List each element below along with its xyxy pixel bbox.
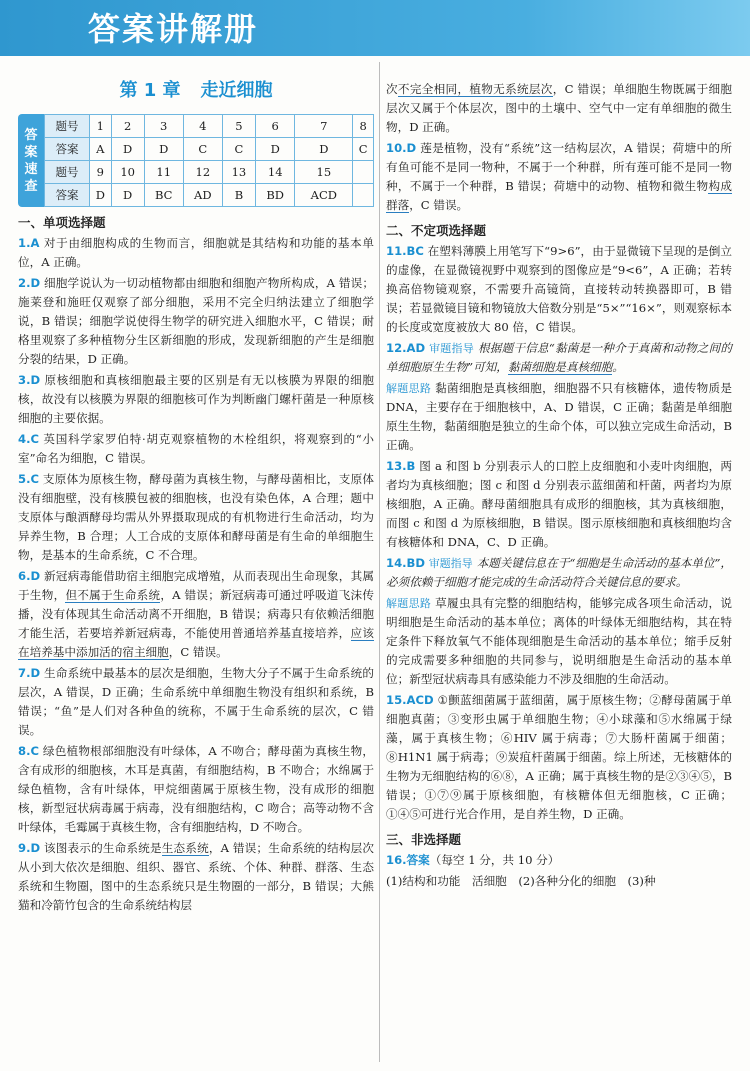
cell: 14: [255, 161, 294, 184]
cell: 8: [353, 115, 374, 138]
table-row: [45, 184, 374, 207]
answer-number: 16.答案: [386, 853, 430, 867]
cell: C: [222, 138, 255, 161]
cell: [353, 184, 374, 207]
cell: BD: [255, 184, 294, 207]
score-note: （每空 1 分，共 10 分）: [429, 853, 560, 867]
underlined-text: 生态系统: [161, 841, 209, 855]
answer-text: 绿色植物根部细胞没有叶绿体，A 不吻合；酵母菌为真核生物，含有成形的细胞核，木耳是真菌，有细胞结构，B 不吻合；水绵属于绿色植物，含有叶绿体，甲烷细菌属于原核生物，没有成形的细胞核，新型冠状病毒属于病毒，没有细胞结构，C 吻合；高等动物不含叶绿体，毛霉属于真核生物，含有细胞结构，D 不吻合。: [18, 744, 375, 834]
answer-13: [386, 457, 732, 552]
answer-6: [18, 567, 374, 662]
answer-text: 英国科学家罗伯特·胡克观察植物的木栓组织，将观察到的“小室”命名为细胞，C 错误。: [18, 432, 374, 465]
answer-number: 4.C: [18, 432, 39, 446]
cell: 11: [144, 161, 183, 184]
answer-number: 11.BC: [386, 244, 424, 258]
cell: 1: [90, 115, 112, 138]
answer-16-text: [386, 872, 732, 891]
answer-text: 细胞学说认为一切动植物都由细胞和细胞产物所构成，A 错误；施莱登和施旺仅观察了部分细胞，采用不完全归纳法建立了细胞学说，B 错误；细胞学说使得生物学的研究进入细胞水平，C 错误；耐格里观察了多种植物分生区新细胞的形成，发现新细胞的产生是细胞分裂的结果，D 正确。: [18, 276, 375, 366]
answer-9: [18, 839, 374, 915]
answer-12: [386, 379, 732, 455]
cell: D: [255, 138, 294, 161]
guide-text: 根据题干信息“黏菌是一种介于真菌和动物之间的单细胞原生生物”可知，: [386, 341, 733, 374]
answer-4: [18, 430, 374, 468]
table-row: [45, 115, 374, 138]
answer-16: [386, 851, 732, 870]
chapter-name: 走近细胞: [200, 80, 273, 101]
underlined-text: 但不属于生命系统: [65, 588, 161, 602]
cell: 12: [183, 161, 222, 184]
cell: 5: [222, 115, 255, 138]
answer-text: 原核细胞和真核细胞最主要的区别是有无以核膜为界限的细胞核，故没有以核膜为界限的细胞核可作为判断幽门螺杆菌是一种原核细胞的主要依据。: [18, 373, 374, 425]
solution-tag: 解题思路: [386, 597, 432, 610]
cell: 15: [295, 161, 353, 184]
side-char: 查: [24, 178, 38, 194]
cell: 9: [90, 161, 112, 184]
answer-text: ，A 错误；生命系统的结构层次从小到大依次是细胞、组织、器官、系统、个体、种群、群落、生态系统和生物圈，图中的生态系统只是生物圈的一部分，B 错误；大熊猫和冷箭竹包含的生命系统结构层: [18, 841, 374, 912]
answer-text: 该图表示的生命系统是: [43, 841, 162, 855]
side-char: 案: [24, 144, 38, 160]
answer-14-guide: [386, 554, 732, 592]
cell: 3: [144, 115, 183, 138]
guide-tag: 审题指导: [428, 557, 473, 570]
answer-number: 12.AD: [386, 341, 426, 355]
left-column: [18, 66, 374, 917]
answer-11: [386, 242, 732, 337]
cell: B: [222, 184, 255, 207]
row-label: 答案: [45, 184, 90, 207]
answer-text: 新冠病毒能借助宿主细胞完成增殖，从而表现出生命现象，其属于生物，: [18, 569, 374, 602]
answer-table: [44, 114, 374, 207]
solution-tag: 解题思路: [386, 382, 432, 395]
answer-text: 草履虫具有完整的细胞结构，能够完成各项生命活动，说明细胞是生命活动的基本单位；离体的叶绿体无细胞结构，其在特定条件下释放氧气不能体现细胞是生命活动的基本单位；缩手反射的完成需要多种细胞的共同参与，说明细胞是生命活动的基本单位；新型冠状病毒具有感染能力不涉及细胞的生命活动。: [386, 596, 732, 686]
answer-number: 1.A: [18, 236, 40, 250]
cell: 10: [111, 161, 144, 184]
row-label: 答案: [45, 138, 90, 161]
guide-text: 。: [612, 360, 624, 374]
side-char: 速: [24, 161, 38, 177]
answer-key-side-label: [18, 114, 44, 207]
cell: C: [183, 138, 222, 161]
cell: BC: [144, 184, 183, 207]
answer-15: [386, 691, 732, 824]
answer-key: [18, 114, 374, 207]
cell: [353, 161, 374, 184]
chapter-label: 第 1 章: [119, 80, 181, 101]
underlined-text: 不完全相同，植物无系统层次: [397, 82, 553, 96]
answer-text: ，C 错误；单细胞生物既属于细胞层次又属于个体层次，图中的土壤中、空气中一定有单细胞的微生物，D 正确。: [386, 82, 732, 134]
answer-number: 10.D: [386, 141, 417, 155]
answer-text: 莲是植物，没有“系统”这一结构层次，A 错误；荷塘中的所有鱼可能不是同一物种，不属于一个种群，所有莲可能不是同一物种，不属于一个种群，B 错误；荷塘中的动物、植物和微生物: [386, 141, 732, 193]
answer-number: 9.D: [18, 841, 41, 855]
answer-text: 在塑料薄膜上用笔写下“9>6”，由于显微镜下呈现的是倒立的虚像，在显微镜视野中观察到的图像应是“9<6”，A 正确；若转换高倍物镜观察，不需要升高镜筒，直接转动转换器即可，B 错误；若显微镜目镜和物镜放大倍数分别是“5×”“16×”，则观察标本的长度或宽度被放大 80 倍，C 错误。: [386, 244, 732, 334]
cell: 7: [295, 115, 353, 138]
cell: D: [111, 138, 144, 161]
answer-9-continued: [386, 80, 732, 137]
cell: C: [353, 138, 374, 161]
cell: ACD: [295, 184, 353, 207]
answer-number: 13.B: [386, 459, 416, 473]
cell: 4: [183, 115, 222, 138]
answer-number: 2.D: [18, 276, 41, 290]
answer-number: 14.BD: [386, 556, 425, 570]
cell: A: [90, 138, 112, 161]
answer-number: 15.ACD: [386, 693, 434, 707]
answer-14: [386, 594, 732, 689]
answer-3: [18, 371, 374, 428]
page-header: [0, 0, 750, 56]
cell: 2: [111, 115, 144, 138]
section-title: 二、不定项选择题: [386, 223, 487, 238]
answer-7: [18, 664, 374, 740]
cell: D: [295, 138, 353, 161]
answer-text: ，A 错误；新冠病毒可通过呼吸道飞沫传播，没有体现其生命活动离不开细胞，B 错误；病毒只有依赖活细胞才能生活，若要培养新冠病毒，不能使用普通培养基直接培养，: [18, 588, 374, 640]
answer-number: 5.C: [18, 472, 39, 486]
underlined-text: 应该在培养基中添加活的宿主细胞: [18, 626, 374, 659]
cell: 13: [222, 161, 255, 184]
answer-text: ①颤蓝细菌属于蓝细菌，属于原核生物；②酵母菌属于单细胞真菌；③变形虫属于单细胞生物；④小球藻和⑤水绵属于绿藻，属于真核生物；⑥HIV 属于病毒；⑦大肠杆菌属于细菌；⑧H1N1 属于病毒；⑨炭疽杆菌属于细菌。综上所述，无核糖体的生物为无细胞结构的⑥⑧，A 正确；属于真核生物的是②③④⑤，B 错误；①⑦⑨属于原核细胞，有核糖体但无细胞核，C 正确；①④⑤可进行光合作用，是自养生物，D 正确。: [386, 693, 732, 821]
answer-number: 6.D: [18, 569, 41, 583]
answer-text: ，C 错误。: [168, 645, 228, 659]
underlined-text: 构成群落: [386, 179, 732, 212]
answer-2: [18, 274, 374, 369]
header-title: 答案讲解册: [88, 10, 259, 48]
chapter-title: [18, 78, 374, 104]
answer-text: 对于由细胞构成的生物而言，细胞就是其结构和功能的基本单位，A 正确。: [18, 236, 374, 269]
right-column: [386, 80, 732, 893]
answer-1: [18, 234, 374, 272]
cell: AD: [183, 184, 222, 207]
answer-text: ，C 错误。: [409, 198, 469, 212]
answer-number: 8.C: [18, 744, 39, 758]
guide-tag: 审题指导: [429, 342, 474, 355]
row-label: 题号: [45, 161, 90, 184]
cell: D: [90, 184, 112, 207]
answer-12-guide: [386, 339, 732, 377]
answer-text: 生命系统中最基本的层次是细胞，生物大分子不属于生命系统的层次，A 错误，D 正确；生命系统中单细胞生物没有组织和系统，B 错误；“鱼”是人们对各种鱼的统称，不属于生命系统的层次，C 错误。: [18, 666, 374, 737]
answer-text: (1)结构和功能 活细胞 (2)各种分化的细胞 (3)种: [386, 874, 656, 888]
answer-5: [18, 470, 374, 565]
guide-text: 本题关键信息在于“细胞是生命活动的基本单位”，必须依赖于细胞才能完成的生命活动符合关键信息的要求。: [386, 556, 733, 589]
answer-number: 3.D: [18, 373, 41, 387]
answer-10: [386, 139, 732, 215]
cell: 6: [255, 115, 294, 138]
row-label: 题号: [45, 115, 90, 138]
answer-text: 次: [386, 82, 398, 96]
answer-text: 支原体为原核生物，酵母菌为真核生物，与酵母菌相比，支原体没有细胞壁，没有核膜包被的细胞核，也没有染色体，A 合理；题中支原体与酿酒酵母均需从外界摄取现成的有机物进行生命活动，均为异养生物，B 合理；人工合成的支原体和酵母菌是有生命的单细胞生物，是基本的生命系统，C 不合理。: [18, 472, 374, 562]
column-divider: [379, 62, 380, 1062]
cell: D: [111, 184, 144, 207]
section-title: 一、单项选择题: [18, 215, 106, 230]
answer-text: 黏菌细胞是真核细胞，细胞器不只有核糖体，遗传物质是 DNA，主要存在于细胞核中，A、D 错误，C 正确；黏菌是单细胞原生生物，黏菌细胞是独立的生命个体，可以独立完成生命活动，B 正确。: [386, 381, 732, 452]
answer-text: 图 a 和图 b 分别表示人的口腔上皮细胞和小麦叶肉细胞，两者均为真核细胞；图 c 和图 d 分别表示蓝细菌和杆菌，两者均为原核细胞，A 正确。酵母菌细胞具有成形的细胞核，其为真核细胞，而图 c 和图 d 为原核细胞，B 错误。图示原核细胞和真核细胞均含有核糖体和 DNA，C、D 正确。: [386, 459, 733, 549]
table-row: [45, 138, 374, 161]
side-char: 答: [24, 127, 38, 143]
answer-number: 7.D: [18, 666, 41, 680]
cell: D: [144, 138, 183, 161]
underlined-text: 黏菌细胞是真核细胞: [507, 360, 613, 374]
table-row: [45, 161, 374, 184]
section-title: 三、非选择题: [386, 832, 462, 847]
answer-8: [18, 742, 374, 837]
